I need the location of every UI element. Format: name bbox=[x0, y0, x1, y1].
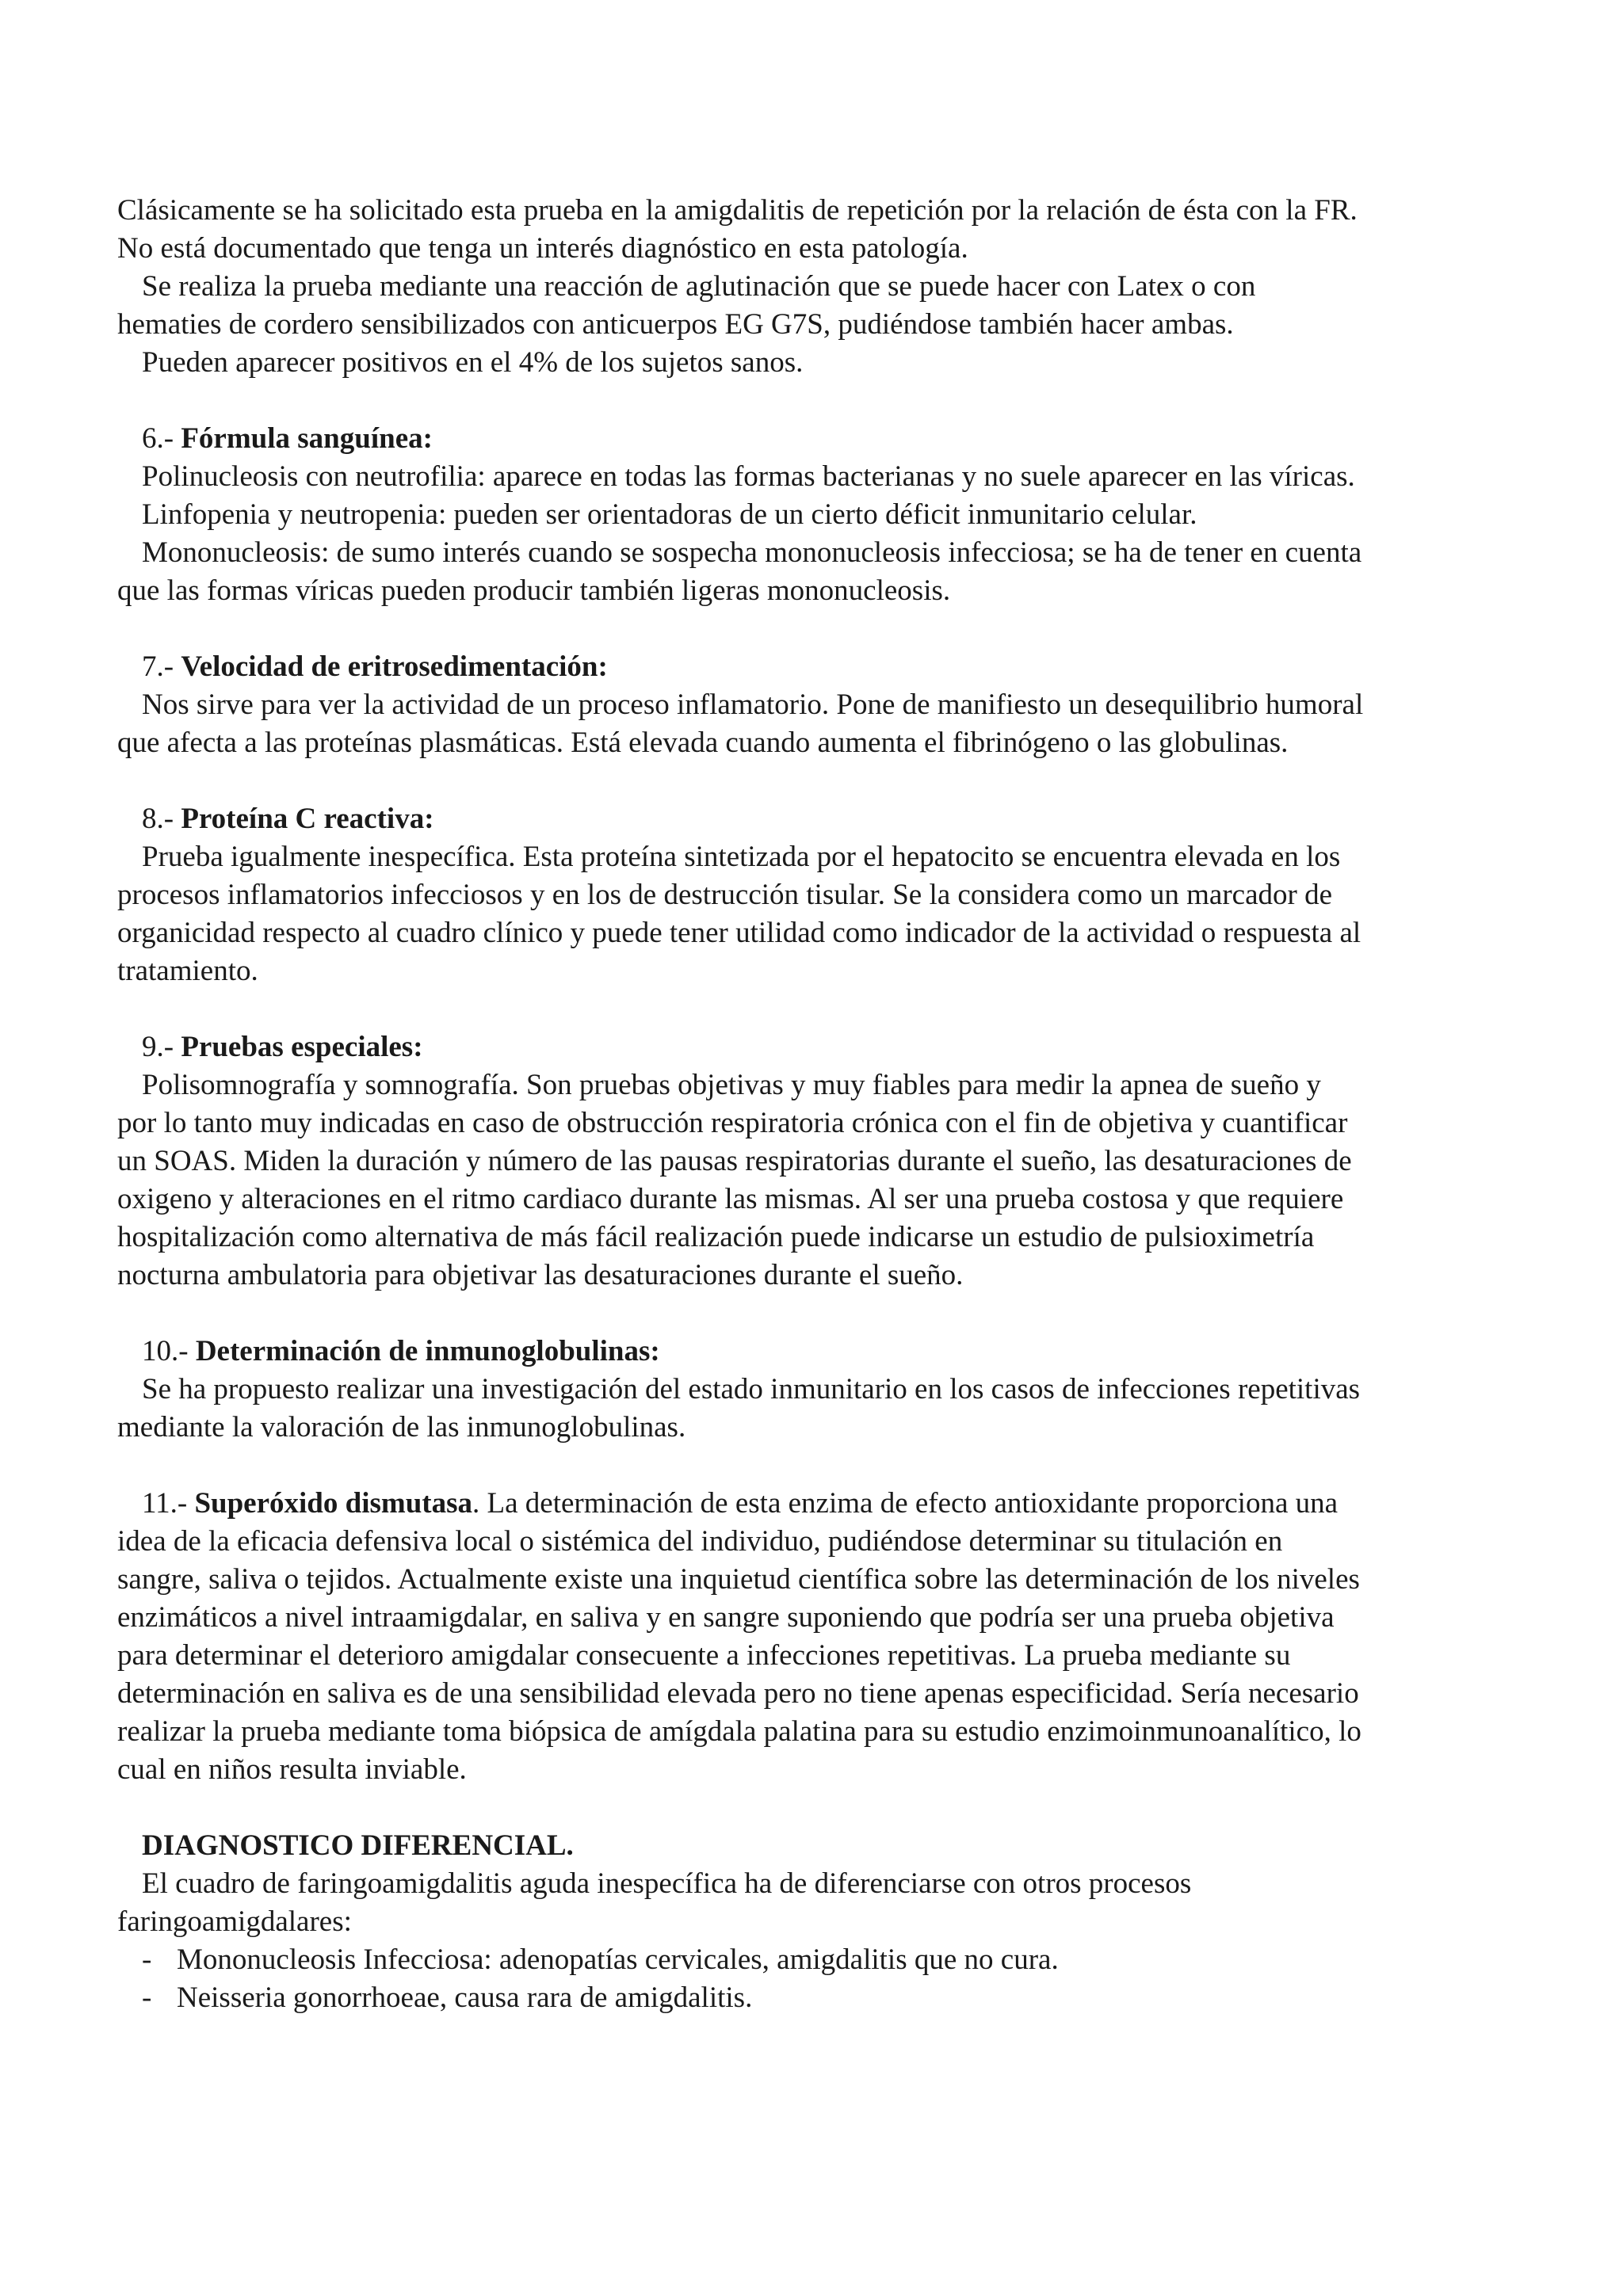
intro-section bbox=[117, 192, 1528, 382]
section-11-line-5: para determinar el deterioro amigdalar consecuente a infecciones repetitivas. La prueba mediante su bbox=[117, 1639, 1291, 1672]
section-9-title: Pruebas especiales: bbox=[181, 1031, 423, 1063]
section-8 bbox=[117, 800, 1528, 990]
section-11-first-line-rest: . La determinación de esta enzima de efecto antioxidante proporciona una bbox=[472, 1487, 1338, 1520]
section-8-number: 8.- bbox=[142, 803, 181, 835]
intro-paragraph-2-line-1: Se realiza la prueba mediante una reacción de aglutinación que se puede hacer con Latex o con bbox=[142, 270, 1256, 303]
section-8-line-1: Prueba igualmente inespecífica. Esta proteína sintetizada por el hepatocito se encuentra elevada en los bbox=[142, 841, 1341, 873]
section-11-line-3: sangre, saliva o tejidos. Actualmente existe una inquietud científica sobre las determinación de los niveles bbox=[117, 1563, 1360, 1596]
section-8-line-4: tratamiento. bbox=[117, 955, 258, 987]
section-10 bbox=[117, 1333, 1528, 1447]
differential-diagnosis-line-1: El cuadro de faringoamigdalitis aguda inespecífica ha de diferenciarse con otros procesos bbox=[142, 1867, 1192, 1900]
section-9-number: 9.- bbox=[142, 1031, 181, 1063]
section-11 bbox=[117, 1485, 1528, 1789]
section-9-line-4: oxigeno y alteraciones en el ritmo cardiaco durante las mismas. Al ser una prueba costosa y que requiere bbox=[117, 1183, 1344, 1215]
section-6-line-1: Polinucleosis con neutrofilia: aparece en todas las formas bacterianas y no suele aparecer en las víricas. bbox=[142, 460, 1355, 493]
section-6-title: Fórmula sanguínea: bbox=[181, 422, 433, 455]
section-8-line-3: organicidad respecto al cuadro clínico y puede tener utilidad como indicador de la actividad o respuesta al bbox=[117, 917, 1361, 949]
section-7-heading bbox=[117, 648, 1528, 686]
section-11-heading bbox=[117, 1485, 1528, 1523]
section-6-line-4: que las formas víricas pueden producir también ligeras mononucleosis. bbox=[117, 574, 951, 607]
section-7-line-1: Nos sirve para ver la actividad de un proceso inflamatorio. Pone de manifiesto un desequilibrio humoral bbox=[142, 688, 1364, 721]
differential-diagnosis-line-2: faringoamigdalares: bbox=[117, 1905, 352, 1938]
list-item bbox=[142, 1979, 1528, 2017]
section-11-line-4: enzimáticos a nivel intraamigdalar, en saliva y en sangre suponiendo que podría ser una prueba objetiva bbox=[117, 1601, 1335, 1634]
section-6-line-3: Mononucleosis: de sumo interés cuando se sospecha mononucleosis infecciosa; se ha de tener en cuenta bbox=[142, 536, 1362, 569]
intro-line-2: No está documentado que tenga un interés diagnóstico en esta patología. bbox=[117, 232, 968, 265]
section-9-line-6: nocturna ambulatoria para objetivar las desaturaciones durante el sueño. bbox=[117, 1259, 964, 1291]
differential-diagnosis-heading bbox=[117, 1827, 1528, 1865]
dash-bullet: - bbox=[142, 1981, 152, 2014]
section-9-heading bbox=[117, 1028, 1528, 1066]
section-11-title: Superóxido dismutasa bbox=[194, 1487, 473, 1520]
section-7-title: Velocidad de eritrosedimentación: bbox=[181, 650, 608, 683]
section-9-line-3: un SOAS. Miden la duración y número de las pausas respiratorias durante el sueño, las desaturaciones de bbox=[117, 1145, 1352, 1177]
section-8-title: Proteína C reactiva: bbox=[181, 803, 434, 835]
section-9-line-1: Polisomnografía y somnografía. Son pruebas objetivas y muy fiables para medir la apnea de sueño y bbox=[142, 1069, 1321, 1101]
differential-diagnosis-list bbox=[117, 1941, 1528, 2017]
section-10-line-2: mediante la valoración de las inmunoglobulinas. bbox=[117, 1411, 686, 1444]
section-10-heading bbox=[117, 1333, 1528, 1371]
section-11-line-8: cual en niños resulta inviable. bbox=[117, 1753, 467, 1786]
section-6 bbox=[117, 420, 1528, 610]
dash-bullet: - bbox=[142, 1943, 152, 1976]
section-7-line-2: que afecta a las proteínas plasmáticas. Está elevada cuando aumenta el fibrinógeno o las globulinas. bbox=[117, 727, 1289, 759]
section-10-title: Determinación de inmunoglobulinas: bbox=[195, 1335, 660, 1367]
list-item bbox=[142, 1941, 1528, 1979]
differential-diagnosis-section bbox=[117, 1827, 1528, 2017]
section-10-line-1: Se ha propuesto realizar una investigación del estado inmunitario en los casos de infecciones repetitivas bbox=[142, 1373, 1361, 1405]
section-9-line-5: hospitalización como alternativa de más fácil realización puede indicarse un estudio de pulsioximetría bbox=[117, 1221, 1315, 1253]
section-11-line-2: idea de la eficacia defensiva local o sistémica del individuo, pudiéndose determinar su titulación en bbox=[117, 1525, 1283, 1558]
section-11-number: 11.- bbox=[142, 1487, 195, 1520]
section-11-line-6: determinación en saliva es de una sensibilidad elevada pero no tiene apenas especificidad. Sería necesario bbox=[117, 1677, 1359, 1710]
list-item-text: Neisseria gonorrhoeae, causa rara de amigdalitis. bbox=[177, 1981, 753, 2014]
section-6-number: 6.- bbox=[142, 422, 181, 455]
intro-line-1: Clásicamente se ha solicitado esta prueba en la amigdalitis de repetición por la relación de ésta con la FR. bbox=[117, 194, 1358, 227]
intro-paragraph-2-line-2: hematies de cordero sensibilizados con anticuerpos EG G7S, pudiéndose también hacer ambas. bbox=[117, 308, 1234, 341]
section-8-heading bbox=[117, 800, 1528, 838]
section-6-heading bbox=[117, 420, 1528, 458]
section-8-line-2: procesos inflamatorios infecciosos y en los de destrucción tisular. Se la considera como un marcador de bbox=[117, 879, 1332, 911]
intro-paragraph-3: Pueden aparecer positivos en el 4% de los sujetos sanos. bbox=[142, 346, 804, 379]
section-10-number: 10.- bbox=[142, 1335, 196, 1367]
section-6-line-2: Linfopenia y neutropenia: pueden ser orientadoras de un cierto déficit inmunitario celular. bbox=[142, 498, 1197, 531]
list-item-text: Mononucleosis Infecciosa: adenopatías cervicales, amigdalitis que no cura. bbox=[177, 1943, 1059, 1976]
differential-diagnosis-title: DIAGNOSTICO DIFERENCIAL. bbox=[142, 1829, 574, 1862]
section-11-line-7: realizar la prueba mediante toma biópsica de amígdala palatina para su estudio enzimoinmunoanalítico, lo bbox=[117, 1715, 1361, 1748]
section-7-number: 7.- bbox=[142, 650, 181, 683]
section-7 bbox=[117, 648, 1528, 762]
section-9 bbox=[117, 1028, 1528, 1295]
section-9-line-2: por lo tanto muy indicadas en caso de obstrucción respiratoria crónica con el fin de objetiva y cuantificar bbox=[117, 1107, 1348, 1139]
